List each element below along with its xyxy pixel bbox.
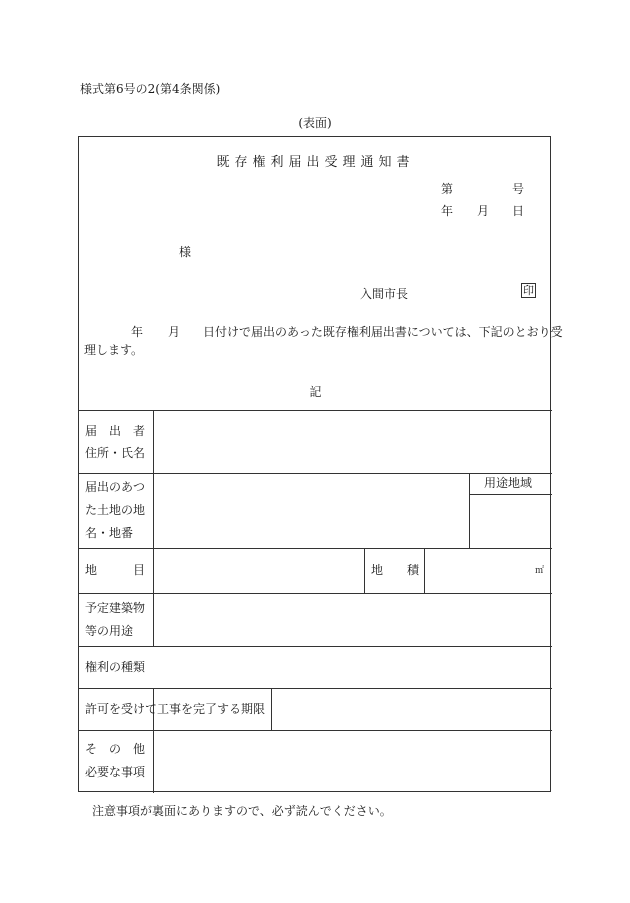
land-label-line2: た土地の地 bbox=[85, 503, 146, 517]
row-divider bbox=[79, 646, 552, 647]
planned-use-label-line2: 等の用途 bbox=[85, 624, 134, 638]
issuer-name: 入間市長 bbox=[360, 287, 409, 301]
other-label-line2: 必要な事項 bbox=[85, 765, 146, 779]
area-label-left-divider bbox=[364, 548, 365, 593]
seal-text: 印 bbox=[523, 284, 534, 297]
date-month: 月 bbox=[477, 204, 490, 218]
number-prefix: 第 bbox=[441, 182, 454, 196]
row-divider bbox=[79, 688, 552, 689]
area-unit: ㎡ bbox=[535, 566, 545, 576]
side-label: (表面) bbox=[298, 116, 332, 130]
body-year: 年 bbox=[131, 325, 144, 339]
deadline-label: 許可を受けて工事を完了する期限 bbox=[85, 702, 266, 716]
use-district-divider bbox=[469, 494, 552, 495]
body-month: 月 bbox=[168, 325, 181, 339]
notice-form bbox=[78, 136, 563, 792]
area-label-right-divider bbox=[424, 548, 425, 593]
addressee-suffix: 様 bbox=[179, 245, 192, 259]
record-heading: 記 bbox=[309, 385, 322, 399]
row-divider bbox=[79, 473, 552, 474]
other-label-line1: そ の 他 bbox=[85, 742, 146, 756]
document-title: 既存権利届出受理通知書 bbox=[216, 155, 415, 170]
land-category-label: 地 目 bbox=[85, 563, 146, 577]
row-divider bbox=[79, 730, 552, 731]
row-divider bbox=[79, 548, 552, 549]
date-day: 日 bbox=[512, 204, 525, 218]
planned-use-label-line1: 予定建築物 bbox=[85, 601, 146, 615]
seal-mark bbox=[521, 283, 536, 298]
table-top-rule bbox=[79, 410, 552, 411]
date-year: 年 bbox=[441, 204, 454, 218]
row-divider bbox=[79, 593, 552, 594]
applicant-label-line2: 住所・氏名 bbox=[85, 446, 146, 460]
body-text-line1: 日付けで届出のあった既存権利届出書については、下記のとおり受 bbox=[203, 325, 563, 339]
applicant-label-line1: 届 出 者 bbox=[85, 424, 146, 438]
body-text-line2: 理します。 bbox=[84, 343, 144, 357]
footer-note: 注意事項が裏面にありますので、必ず読んでください。 bbox=[92, 804, 392, 818]
label-column-divider bbox=[153, 410, 154, 646]
form-number-label: 様式第6号の2(第4条関係) bbox=[80, 82, 221, 96]
number-suffix: 号 bbox=[512, 182, 525, 196]
use-district-column-divider bbox=[469, 473, 470, 548]
land-label-line3: 名・地番 bbox=[85, 526, 134, 540]
land-label-line1: 届出のあつ bbox=[85, 480, 146, 494]
deadline-divider bbox=[271, 688, 272, 730]
land-area-label: 地 積 bbox=[371, 563, 420, 577]
right-type-label: 権利の種類 bbox=[85, 660, 146, 674]
use-district-label: 用途地域 bbox=[484, 476, 533, 490]
